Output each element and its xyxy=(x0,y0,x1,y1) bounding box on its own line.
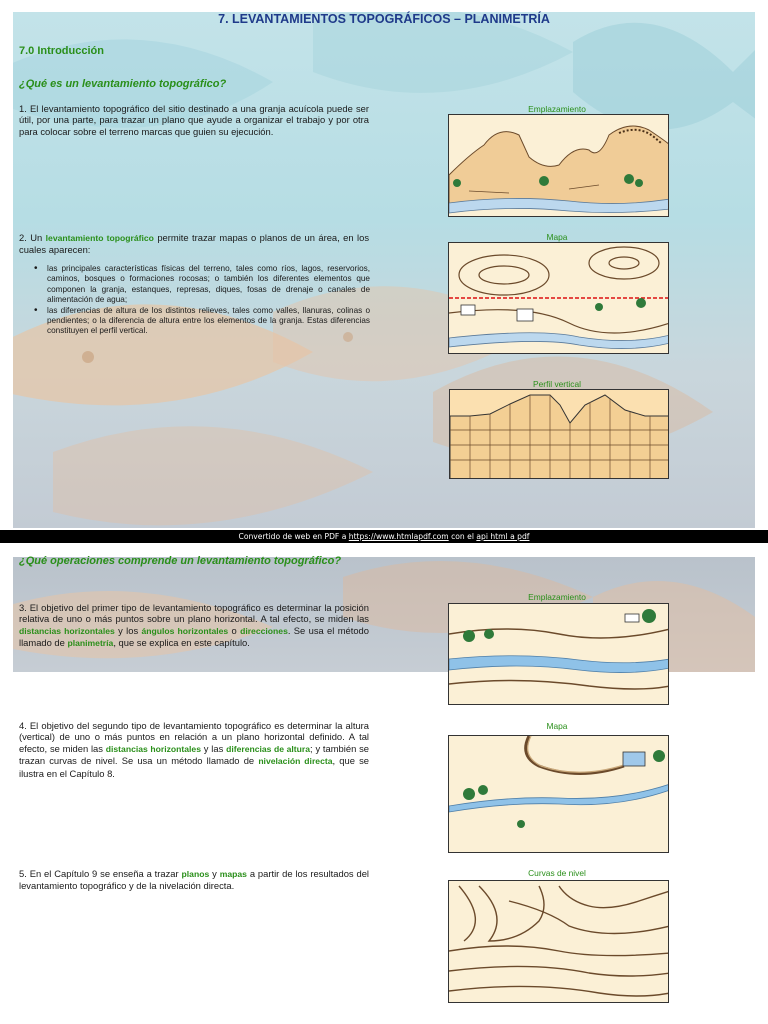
text: y las xyxy=(201,742,227,754)
contour-lines-illustration xyxy=(448,880,669,1003)
paragraph-3 xyxy=(19,602,369,650)
figure-caption: Perfil vertical xyxy=(533,379,581,389)
keyword: planimetría xyxy=(67,638,114,649)
footer-text: Convertido de web en PDF a xyxy=(238,532,349,541)
keyword: planos xyxy=(181,869,210,879)
keyword: diferencias de altura xyxy=(226,743,311,754)
figure-caption: Emplazamiento xyxy=(528,104,586,114)
map-illustration xyxy=(448,735,669,853)
list-item: • las principales características físicas del terreno, tales como ríos, lagos, reservorios, caminos, bosques o formaciones rocosas; o también los diferentes elementos que componen la granja, estanques, represas, diques, fosas de drenaje o canales de alimentación de agua; xyxy=(34,264,370,306)
contour-lines xyxy=(449,881,669,1003)
pdf-conversion-footer xyxy=(0,530,768,543)
bullet-list xyxy=(34,264,370,337)
text: 4. El objetivo del segundo tipo de levantamiento topográfico es determinar la altura (vertical) de uno o más puntos en relación a un plano horizontal definido. A tal efecto, se miden las xyxy=(19,720,369,754)
plan-map xyxy=(449,736,669,853)
figure-caption: Curvas de nivel xyxy=(528,868,586,878)
text: o xyxy=(228,624,241,636)
question-heading: ¿Qué operaciones comprende un levantamiento topográfico? xyxy=(19,555,342,567)
list-item: • las diferencias de altura de los distintos relieves, tales como valles, llanuras, colinas o pendientes; o la diferencia de altura entre los elementos de la granja. Estas diferencias constituyen el perfil vertical. xyxy=(34,306,370,337)
text: , que se explica en este capítulo. xyxy=(113,637,250,649)
paragraph-5 xyxy=(19,868,369,892)
api-link[interactable]: api html a pdf xyxy=(476,532,530,541)
page-title: 7. LEVANTAMIENTOS TOPOGRÁFICOS – PLANIMETRÍA xyxy=(218,12,550,26)
contour-map xyxy=(449,243,669,354)
site-illustration xyxy=(448,603,669,705)
text: 3. El objetivo del primer tipo de levantamiento topográfico es determinar la posición relativa de uno o más puntos sobre un plano horizontal. A tal efecto, se miden las xyxy=(19,602,369,625)
site-illustration xyxy=(448,114,669,217)
landscape-drawing xyxy=(449,604,669,705)
keyword: distancias horizontales xyxy=(105,743,201,754)
figure-caption: Mapa xyxy=(546,232,568,242)
question-heading: ¿Qué es un levantamiento topográfico? xyxy=(19,78,227,90)
text: y los xyxy=(114,624,142,636)
text: a partir de los resultados del levantamiento topográfico y de la nivelación directa. xyxy=(19,868,369,892)
text: . Se usa el método llamado de xyxy=(19,624,369,649)
pdf-page-2 xyxy=(0,543,768,1024)
text: ; y también se trazan curvas de nivel. Se usa un método llamado de xyxy=(19,742,369,767)
text: 5. En el Capítulo 9 se enseña a trazar xyxy=(19,868,182,879)
paragraph-4 xyxy=(19,720,369,779)
keyword: mapas xyxy=(219,869,247,879)
section-heading: 7.0 Introducción xyxy=(19,45,104,57)
text: y xyxy=(209,868,220,879)
keyword: direcciones xyxy=(240,625,288,636)
map-illustration xyxy=(448,242,669,354)
footer-text: con el xyxy=(448,532,477,541)
figure-caption: Emplazamiento xyxy=(528,592,586,602)
keyword: ángulos horizontales xyxy=(141,625,229,636)
paragraph-1: 1. El levantamiento topográfico del sitio destinado a una granja acuícola puede ser útil, por una parte, para trazar un plano que ayude a organizar el trabajo y por otra para colocar sobre el terreno marcas que guien su ejecución. xyxy=(19,103,369,137)
figure-caption: Mapa xyxy=(546,721,568,731)
keyword: levantamiento topográfico xyxy=(45,233,154,243)
profile-grid xyxy=(450,390,669,479)
text: 2. Un xyxy=(19,232,46,243)
htmlapdf-link[interactable]: https://www.htmlapdf.com xyxy=(348,532,449,541)
keyword: distancias horizontales xyxy=(19,625,115,636)
text: permite trazar mapas o planos de un área, en los cuales aparecen: xyxy=(19,232,370,256)
terrain-drawing xyxy=(449,115,669,217)
vertical-profile-illustration xyxy=(449,389,669,479)
keyword: nivelación directa xyxy=(258,756,333,767)
text: , que se ilustra en el Capítulo 8. xyxy=(19,755,369,779)
paragraph-2 xyxy=(19,232,369,256)
